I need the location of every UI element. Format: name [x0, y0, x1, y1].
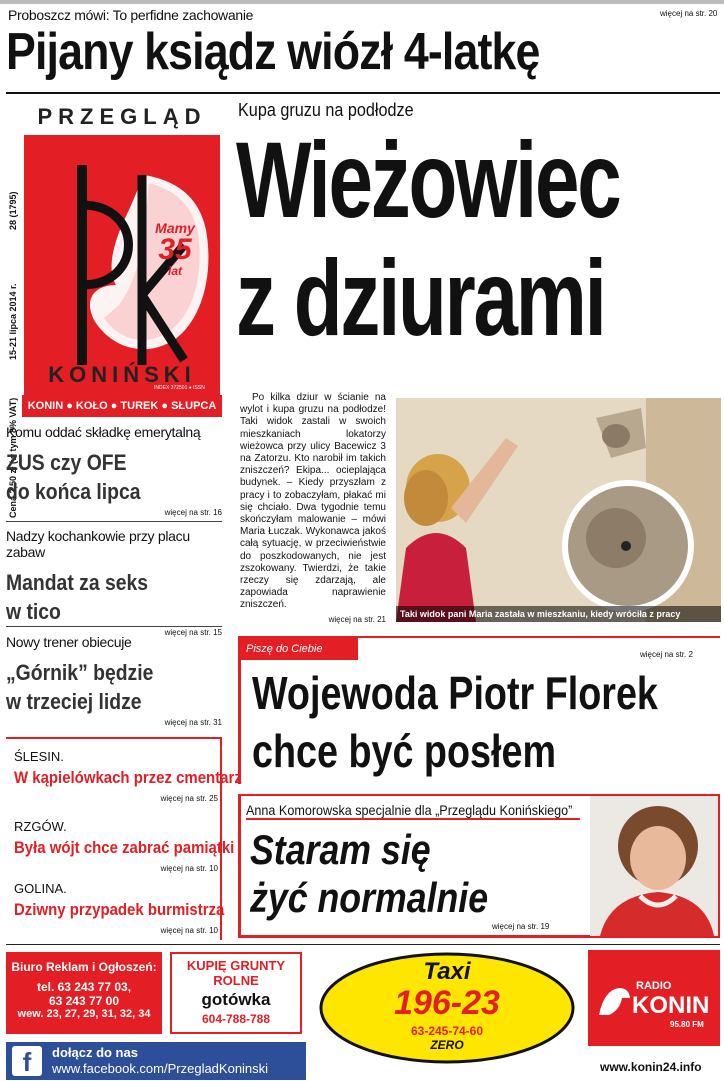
radio-frequency: 95.80 FM [670, 1020, 704, 1029]
interview-title [250, 826, 488, 922]
ad-land-line2: ROLNE [213, 973, 259, 988]
horse-icon [594, 980, 634, 1020]
interview-title-line1: Staram się [250, 826, 431, 873]
taxi-label: Taxi [423, 958, 471, 985]
wojewoda-title-line2: chce być posłem [252, 725, 556, 777]
left-story-kicker: Komu oddać składkę emerytalną [6, 424, 201, 440]
top-more-link[interactable]: więcej na str. 20 [660, 9, 718, 18]
main-story-kicker: Kupa gruzu na podłodze [238, 100, 414, 120]
badge-number: 35 [158, 233, 192, 266]
facebook-icon: f [12, 1046, 42, 1076]
main-story-body [240, 392, 386, 626]
left-story-title: „Górnik” będzie [6, 660, 154, 685]
wojewoda-more[interactable]: więcej na str. 2 [640, 650, 693, 659]
website-link[interactable]: www.konin24.info [600, 1060, 702, 1074]
wojewoda-tag: Piszę do Ciebie [238, 638, 358, 660]
portrait-image-icon [590, 796, 718, 936]
ad-office[interactable] [6, 952, 162, 1034]
left-story-more[interactable]: więcej na str. 16 [164, 508, 222, 517]
regional-title: Dziwny przypadek burmistrza [14, 900, 225, 919]
bottom-rule [6, 944, 720, 945]
ad-taxi[interactable] [318, 952, 576, 1064]
main-story-more[interactable]: więcej na str. 21 [328, 614, 386, 624]
left-story-title: Mandat za seks [6, 570, 149, 595]
main-story-photo[interactable] [396, 398, 721, 622]
masthead-title: PRZEGLĄD [37, 104, 207, 129]
left-story-gornik[interactable] [6, 634, 222, 727]
left-story-kicker: Nowy trener obiecuje [6, 634, 132, 650]
main-title-line1: Wieżowiec [236, 119, 620, 240]
headline-rule [6, 92, 720, 94]
main-photo-caption: Taki widok pani Maria zastała w mieszkaniu, kiedy wróciła z pracy [396, 606, 721, 622]
divider [6, 626, 222, 627]
regional-town: ŚLESIN. [14, 749, 64, 764]
regional-town: GOLINA. [14, 881, 67, 896]
left-story-title: do końca lipca [6, 479, 141, 504]
issue-price: Cena 2,50 zł (w tym 8% VAT) [8, 397, 18, 518]
wojewoda-title [252, 664, 658, 780]
ad-office-tel2: 63 243 77 00 [48, 994, 120, 1008]
ad-office-title: Biuro Reklam i Ogłoszeń: [11, 960, 157, 974]
regional-item[interactable] [14, 749, 242, 803]
portrait-photo [590, 796, 718, 936]
interview-more[interactable]: więcej na str. 19 [492, 922, 550, 931]
radio-label: RADIO [636, 980, 672, 992]
left-story-mandat[interactable] [6, 528, 222, 637]
masthead-towns: KONIN ● KOŁO ● TUREK ● SŁUPCA [22, 395, 222, 417]
ad-radio[interactable] [588, 950, 720, 1046]
regional-more[interactable]: więcej na str. 25 [160, 794, 218, 803]
issue-info-vertical [6, 100, 21, 518]
regional-town: RZGÓW. [14, 819, 67, 834]
left-story-more[interactable]: więcej na str. 15 [164, 628, 222, 637]
regional-item[interactable] [14, 819, 235, 873]
taxi-number: 196-23 [394, 984, 500, 1022]
left-story-title: w tico [6, 599, 61, 624]
left-story-zus[interactable] [6, 424, 222, 517]
left-story-title: w trzeciej lidze [6, 689, 142, 714]
masthead-issn: INDEX 372501 ● ISSN [154, 385, 205, 391]
ad-office-tel1: tel. 63 243 77 03, [36, 980, 132, 994]
regional-title: W kąpielówkach przez cmentarz [14, 768, 242, 787]
left-story-more[interactable]: więcej na str. 31 [164, 718, 222, 727]
issue-number: 28 (1795) [8, 191, 18, 230]
facebook-url[interactable]: www.facebook.com/PrzegladKoninski [52, 1061, 269, 1076]
badge-top-text: Mamy [155, 220, 195, 236]
ad-office-ext: wew. 23, 27, 29, 31, 32, 34 [17, 1008, 151, 1020]
top-kicker: Proboszcz mówi: To perfidne zachowanie [8, 7, 254, 23]
regional-more[interactable]: więcej na str. 10 [160, 926, 218, 935]
interview-kicker: Anna Komorowska specjalnie dla „Przeglądu Konińskiego” [246, 802, 580, 820]
ad-land[interactable] [170, 952, 302, 1034]
taxi-zero: ZERO [430, 1038, 464, 1052]
left-story-title: ZUS czy OFE [6, 450, 127, 475]
ad-land-line3: gotówka [201, 990, 271, 1009]
main-story-text: Po kilka dziur w ścianie na wylot i kupa gruzu na podłodze! Taki widok zastali w swoich mieszkaniach lokatorzy wieżowca przy ulicy Bacewicz 3 na Zatorzu. Kto narobił im takich zniszczeń? Ekipa... ocieplająca budynek. – Kiedy przyszłam z pracy i to zobaczyłam, płakać mi się chciało. Dwa tygodnie temu skończyłam malowanie – mówi Maria Łuczak. Wykonawca jakoś całą sytuację, w przeciwieństwie do poszkodowanych, nie jest zszokowany. Twierdzi, że takie rzeczy się zdarzają, ale zapowiada naprawienie zniszczeń. [240, 392, 386, 611]
divider [6, 521, 222, 522]
ad-land-line1: KUPIĘ GRUNTY [186, 958, 286, 973]
facebook-banner[interactable] [6, 1042, 306, 1080]
ad-land-phone: 604-788-788 [201, 1012, 271, 1026]
regional-title: Była wójt chce zabrać pamiątki [14, 838, 235, 857]
interview-title-line2: żyć normalnie [250, 874, 489, 921]
front-headline[interactable]: Pijany ksiądz wiózł 4-latkę [6, 23, 540, 81]
main-story-title[interactable] [236, 119, 620, 358]
taxi-phone: 63-245-74-60 [410, 1024, 484, 1038]
regional-more[interactable]: więcej na str. 10 [160, 864, 218, 873]
anniversary-badge [139, 220, 211, 278]
facebook-join: dołącz do nas [52, 1045, 138, 1060]
left-story-kicker: Nadzy kochankowie przy placu zabaw [6, 528, 190, 560]
wojewoda-title-line1: Wojewoda Piotr Florek [252, 667, 658, 719]
wall-damage-photo [396, 398, 721, 622]
regional-news-box [6, 737, 242, 940]
issue-date: 15-21 lipca 2014 r. [8, 283, 18, 360]
masthead-subtitle: KONIŃSKI [48, 362, 196, 387]
main-title-line2: z dziurami [236, 237, 605, 358]
radio-name: KONIN [632, 992, 710, 1019]
regional-item[interactable] [14, 881, 225, 935]
badge-bottom-text: lat [167, 264, 182, 278]
top-gray-bar [0, 0, 724, 4]
masthead[interactable] [22, 100, 222, 418]
